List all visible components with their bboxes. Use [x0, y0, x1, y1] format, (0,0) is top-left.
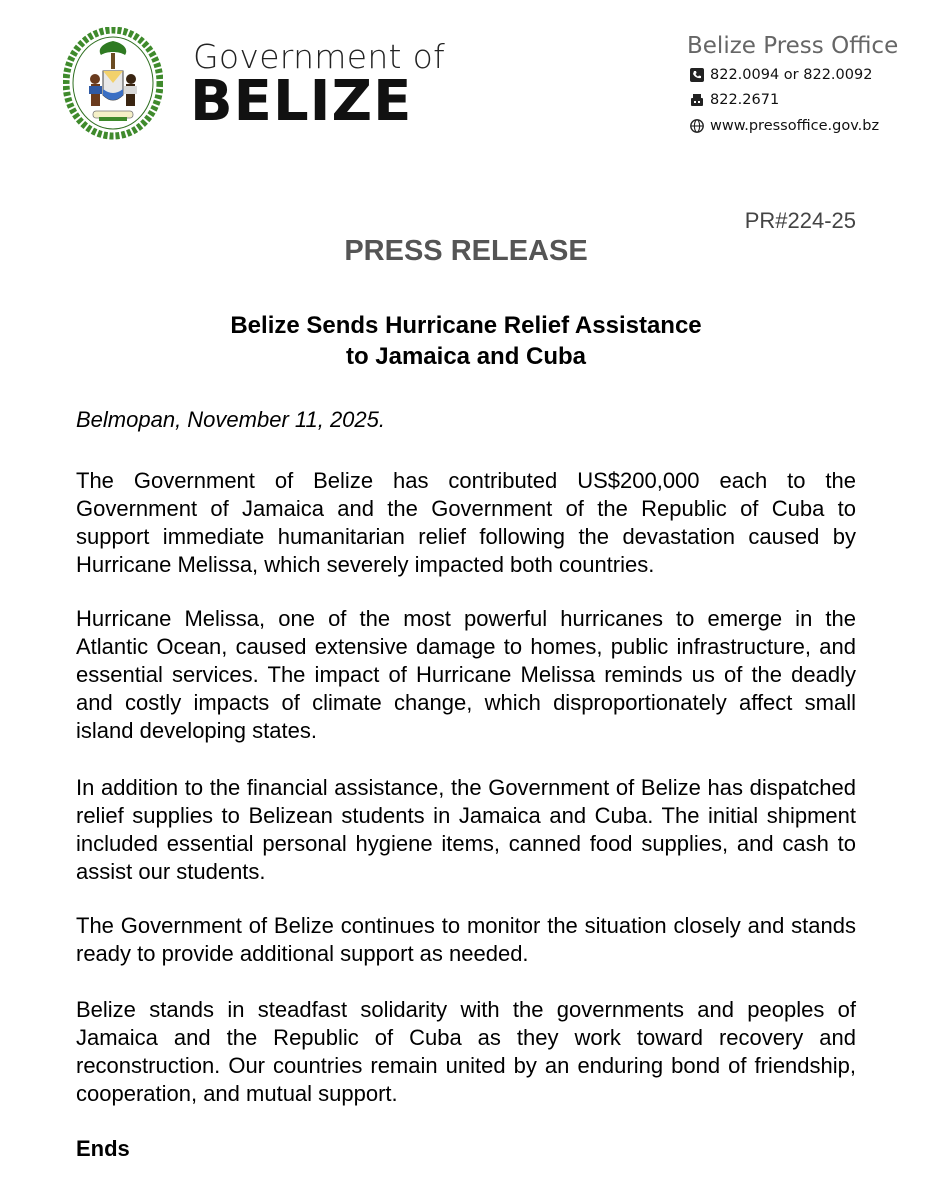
body-paragraph: The Government of Belize has contributed US$200,000 each to the Government of Jamaica and the Government of the Republic of Cuba to support immediate humanitarian relief following the devastation caused by Hurricane Melissa, which severely impacted both countries. [76, 468, 856, 577]
website-link[interactable]: www.pressoffice.gov.bz [710, 118, 880, 134]
press-release-number: PR#224-25 [744, 208, 856, 233]
website-contact [690, 117, 879, 135]
press-office-title: Belize Press Office [687, 33, 899, 59]
fax-number: 822.2671 [710, 92, 780, 108]
press-release-heading: PRESS RELEASE [344, 235, 588, 267]
government-of-label: Government of [193, 37, 445, 76]
phone-icon [690, 68, 704, 82]
phone-contact [690, 66, 872, 84]
fax-contact [690, 91, 779, 109]
fax-icon [690, 93, 704, 107]
body-paragraph: Hurricane Melissa, one of the most powerful hurricanes to emerge in the Atlantic Ocean, caused extensive damage to homes, public infrastructure, and essential services. The impact of Hurricane Melissa reminds us of the deadly and costly impacts of climate change, which disproportionately affect small island developing states. [76, 606, 856, 743]
belize-wordmark: BELIZE [190, 69, 413, 134]
body-paragraph: Belize stands in steadfast solidarity with the governments and peoples of Jamaica and the Republic of Cuba as they work toward recovery and reconstruction. Our countries remain united by an enduring bond of friendship, cooperation, and mutual support. [76, 997, 856, 1106]
release-title [76, 310, 856, 372]
release-title-line-1: Belize Sends Hurricane Relief Assistance [230, 312, 702, 339]
globe-icon [690, 119, 704, 133]
body-paragraph: The Government of Belize continues to monitor the situation closely and stands ready to provide additional support as needed. [76, 913, 856, 966]
release-title-line-2: to Jamaica and Cuba [345, 343, 587, 370]
body-paragraph: In addition to the financial assistance, the Government of Belize has dispatched relief supplies to Belizean students in Jamaica and Cuba. The initial shipment included essential personal hygiene items, canned food supplies, and cash to assist our students. [76, 775, 856, 884]
dateline: Belmopan, November 11, 2025. [76, 407, 385, 432]
phone-number: 822.0094 or 822.0092 [710, 67, 873, 83]
ends-marker: Ends [76, 1136, 130, 1161]
belize-coat-of-arms [63, 27, 163, 143]
